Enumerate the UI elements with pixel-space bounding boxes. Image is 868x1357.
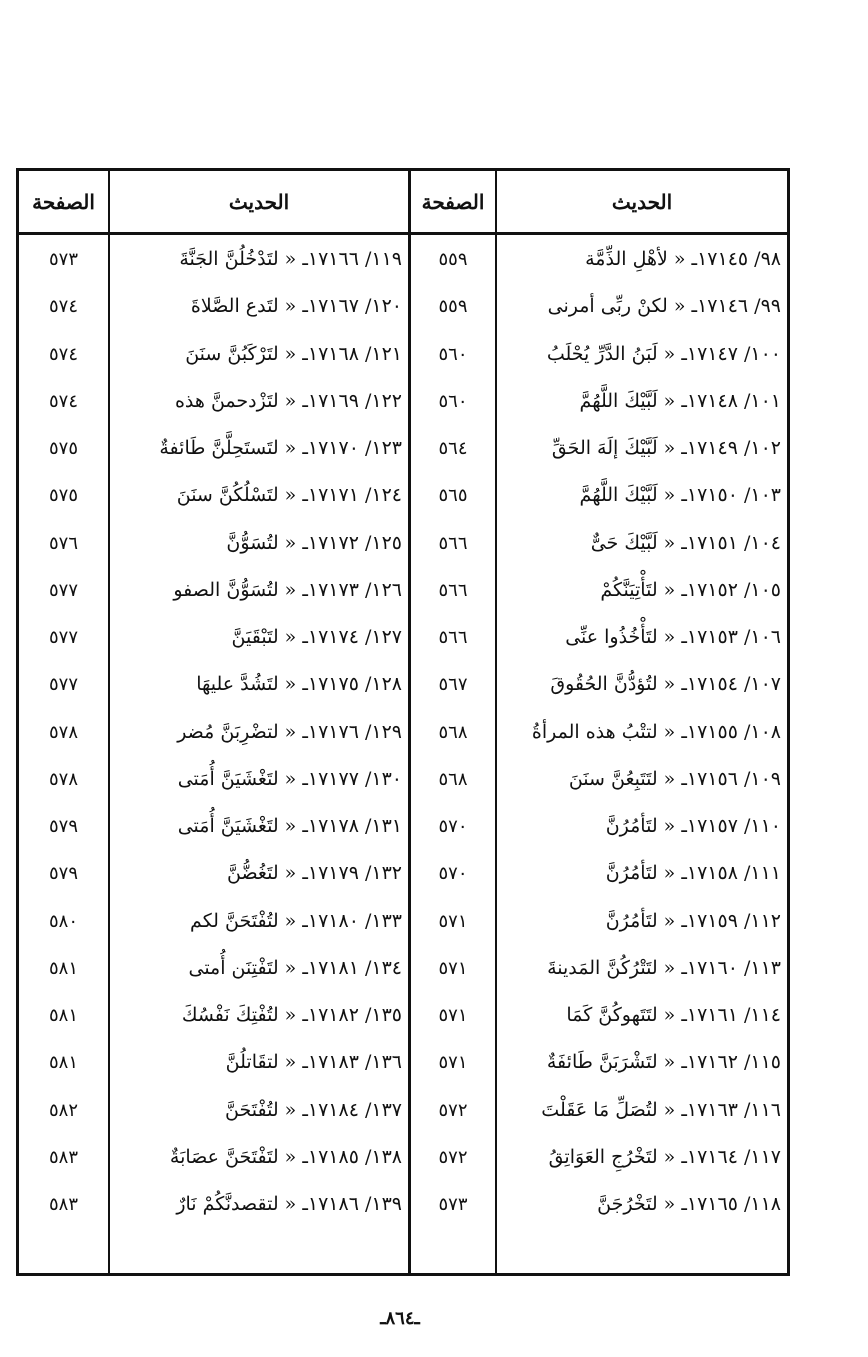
- page-ref-right: ٥٥٩: [438, 248, 468, 270]
- hadith-entry-left: ١٢٨/ ١٧١٧٥ـ « لتَشُدَّ عليهَا: [196, 673, 402, 695]
- page-ref-left: ٥٧٩: [49, 862, 79, 884]
- hadith-entry-left: ١٣٨/ ١٧١٨٥ـ « لتَفْتَحَنَّ عصَابَةٌ: [169, 1146, 402, 1168]
- hadith-entry-left: ١٢٤/ ١٧١٧١ـ « لتَسْلُكُنَّ سنَنَ: [176, 484, 402, 506]
- hadith-entry-right: ١١٦/ ١٧١٦٣ـ « لتُصَلِّ مَا عَقَلْتَ: [541, 1099, 781, 1121]
- hadith-entry-right: ١١١/ ١٧١٥٨ـ « لتَأمُرُنَّ: [605, 862, 781, 884]
- page-ref-left: ٥٧٧: [49, 579, 79, 601]
- hadith-entry-left: ١٢٦/ ١٧١٧٣ـ « لتُسَوُّنَّ الصفو: [173, 579, 402, 601]
- page-ref-right: ٥٦٥: [438, 484, 468, 506]
- hadith-entry-right: ١١٠/ ١٧١٥٧ـ « لتَأمُرُنَّ: [605, 815, 781, 837]
- page-ref-left: ٥٧٥: [49, 437, 79, 459]
- hadith-entry-left: ١٣٦/ ١٧١٨٣ـ « لتقَاتلُنَّ: [225, 1051, 402, 1073]
- page-ref-right: ٥٦٤: [438, 437, 468, 459]
- page-ref-right: ٥٦٨: [438, 768, 468, 790]
- header-hadith-left: الحديث: [228, 189, 290, 214]
- page-ref-left: ٥٧٦: [49, 532, 79, 554]
- hadith-entry-right: ١١٣/ ١٧١٦٠ـ « لتَتْرُكُنَّ المَدينةَ: [547, 957, 781, 979]
- hadith-entry-right: ١٠٢/ ١٧١٤٩ـ « لَبَّيْكَ إلَهَ الحَقِّ: [551, 437, 781, 459]
- hadith-entry-left: ١٢٥/ ١٧١٧٢ـ « لتُسَوُّنَّ: [226, 532, 402, 554]
- hadith-entry-left: ١٣٧/ ١٧١٨٤ـ « لتُفْتَحَنَّ: [225, 1099, 402, 1121]
- index-table: [16, 168, 790, 1276]
- hadith-entry-right: ١٠٧/ ١٧١٥٤ـ « لتُؤدُّنَّ الحُقُوقَ: [550, 673, 781, 695]
- page-ref-left: ٥٨١: [49, 1004, 79, 1026]
- hadith-entry-right: ١١٢/ ١٧١٥٩ـ « لتَأمُرُنَّ: [605, 910, 781, 932]
- page-ref-right: ٥٦٠: [438, 390, 468, 412]
- hadith-entry-right: ١٠٦/ ١٧١٥٣ـ « لتَأْخُذُوا عنِّى: [565, 626, 781, 648]
- hadith-entry-right: ١٠٥/ ١٧١٥٢ـ « لتَأْتِيَنَّكُمْ: [600, 579, 781, 601]
- page-ref-left: ٥٧٨: [49, 768, 79, 790]
- hadith-entry-right: ١٠١/ ١٧١٤٨ـ « لَبَّيْكَ اللَّهُمَّ: [579, 390, 781, 412]
- hadith-entry-left: ١٣٤/ ١٧١٨١ـ « لتَفْتِنَن أُمتى: [188, 957, 402, 979]
- page-ref-left: ٥٧٨: [49, 721, 79, 743]
- hadith-entry-left: ١٣٩/ ١٧١٨٦ـ « لتقصدنَّكُمْ نَارٌ: [176, 1193, 402, 1215]
- header-page-right: الصفحة: [421, 189, 485, 214]
- page-ref-right: ٥٦٦: [438, 532, 468, 554]
- page-ref-left: ٥٧٤: [49, 295, 79, 317]
- page-ref-left: ٥٧٧: [49, 626, 79, 648]
- hadith-entry-left: ١٢٣/ ١٧١٧٠ـ « لتَستَحِلَّنَّ طَائفةٌ: [159, 437, 402, 459]
- page-ref-right: ٥٥٩: [438, 295, 468, 317]
- hadith-entry-right: ١٠٩/ ١٧١٥٦ـ « لتَتَبِعُنَّ سنَنَ: [568, 768, 781, 790]
- page-ref-right: ٥٧١: [438, 1004, 468, 1026]
- hadith-entry-right: ١١٥/ ١٧١٦٢ـ « لتَشْرَبَنَّ طَائفَةٌ: [546, 1051, 781, 1073]
- hadith-entry-left: ١٢١/ ١٧١٦٨ـ « لتَرْكَبُنَّ سنَنَ: [185, 343, 402, 365]
- page-ref-right: ٥٧٠: [438, 815, 468, 837]
- page-ref-left: ٥٨١: [49, 957, 79, 979]
- page-ref-right: ٥٦٦: [438, 626, 468, 648]
- hadith-entry-right: ١٠٣/ ١٧١٥٠ـ « لَبَّيْكَ اللَّهُمَّ: [579, 484, 781, 506]
- header-page-left: الصفحة: [32, 189, 95, 214]
- hadith-entry-right: ١٠٨/ ١٧١٥٥ـ « لتتْبُ هذه المرأةُ: [531, 721, 781, 743]
- hadith-entry-right: ١٠٤/ ١٧١٥١ـ « لَبَّيْكَ حَىٌّ: [590, 532, 781, 554]
- page-ref-left: ٥٨٢: [49, 1099, 79, 1121]
- page-ref-right: ٥٧٠: [438, 862, 468, 884]
- page-ref-right: ٥٧٣: [438, 1193, 468, 1215]
- hadith-entry-left: ١٣٥/ ١٧١٨٢ـ « لتُفْتِكَ نَفْسُكَ: [181, 1004, 402, 1026]
- page-ref-left: ٥٧٧: [49, 673, 79, 695]
- page-ref-right: ٥٦٨: [438, 721, 468, 743]
- header-divider: [19, 232, 787, 235]
- hadith-entry-right: ١١٤/ ١٧١٦١ـ « لتَتَهوكُنَّ كَمَا: [566, 1004, 781, 1026]
- header-hadith-right: الحديث: [611, 189, 673, 214]
- hadith-entry-left: ١٢٠/ ١٧١٦٧ـ « لتَدع الصَّلاةَ: [190, 295, 402, 317]
- page-ref-right: ٥٦٠: [438, 343, 468, 365]
- page-ref-left: ٥٨٣: [49, 1193, 79, 1215]
- page-ref-left: ٥٨١: [49, 1051, 79, 1073]
- hadith-entry-left: ١٣١/ ١٧١٧٨ـ « لتَغْشَيَنَّ أُمَتى: [177, 815, 402, 837]
- hadith-entry-right: ١١٨/ ١٧١٦٥ـ « لتَخْرُجَنَّ: [597, 1193, 781, 1215]
- hadith-entry-left: ١٢٧/ ١٧١٧٤ـ « لتَبْقَيَنَّ: [231, 626, 402, 648]
- hadith-entry-left: ١١٩/ ١٧١٦٦ـ « لتَدْخُلُنَّ الجَنَّةَ: [179, 248, 402, 270]
- page-ref-left: ٥٨٣: [49, 1146, 79, 1168]
- page-ref-right: ٥٦٧: [438, 673, 468, 695]
- hadith-entry-right: ١١٧/ ١٧١٦٤ـ « لتَخْرُجِ العَوَاتِقُ: [548, 1146, 781, 1168]
- hadith-entry-left: ١٢٩/ ١٧١٧٦ـ « لتضْرِبَنَّ مُضر: [177, 721, 402, 743]
- page-number: ـ٨٦٤ـ: [380, 1308, 420, 1329]
- hadith-entry-left: ١٣٣/ ١٧١٨٠ـ « لتُفْتَحَنَّ لكم: [190, 910, 402, 932]
- page-ref-right: ٥٧١: [438, 910, 468, 932]
- page-ref-right: ٥٧١: [438, 957, 468, 979]
- hadith-entry-left: ١٢٢/ ١٧١٦٩ـ « لتَزْدحمنَّ هذه: [174, 390, 402, 412]
- hadith-entry-left: ١٣٠/ ١٧١٧٧ـ « لتَغْشَيَنَّ أُمَتى: [177, 768, 402, 790]
- page-ref-left: ٥٨٠: [49, 910, 79, 932]
- page-ref-left: ٥٧٩: [49, 815, 79, 837]
- hadith-entry-right: ٩٨/ ١٧١٤٥ـ « لأهْلِ الذِّمَّة: [585, 248, 781, 270]
- page-ref-left: ٥٧٣: [49, 248, 79, 270]
- page-ref-left: ٥٧٤: [49, 390, 79, 412]
- hadith-entry-right: ١٠٠/ ١٧١٤٧ـ « لَبَنُ الدَّرِّ يُحْلَبُ: [546, 343, 781, 365]
- hadith-entry-right: ٩٩/ ١٧١٤٦ـ « لكنْ ربِّى أمرنى: [547, 295, 781, 317]
- page-ref-right: ٥٧٢: [438, 1099, 468, 1121]
- page-ref-right: ٥٧١: [438, 1051, 468, 1073]
- page-ref-left: ٥٧٤: [49, 343, 79, 365]
- page-ref-left: ٥٧٥: [49, 484, 79, 506]
- page-ref-right: ٥٧٢: [438, 1146, 468, 1168]
- page-ref-right: ٥٦٦: [438, 579, 468, 601]
- hadith-entry-left: ١٣٢/ ١٧١٧٩ـ « لتَغُضُّنَّ: [226, 862, 402, 884]
